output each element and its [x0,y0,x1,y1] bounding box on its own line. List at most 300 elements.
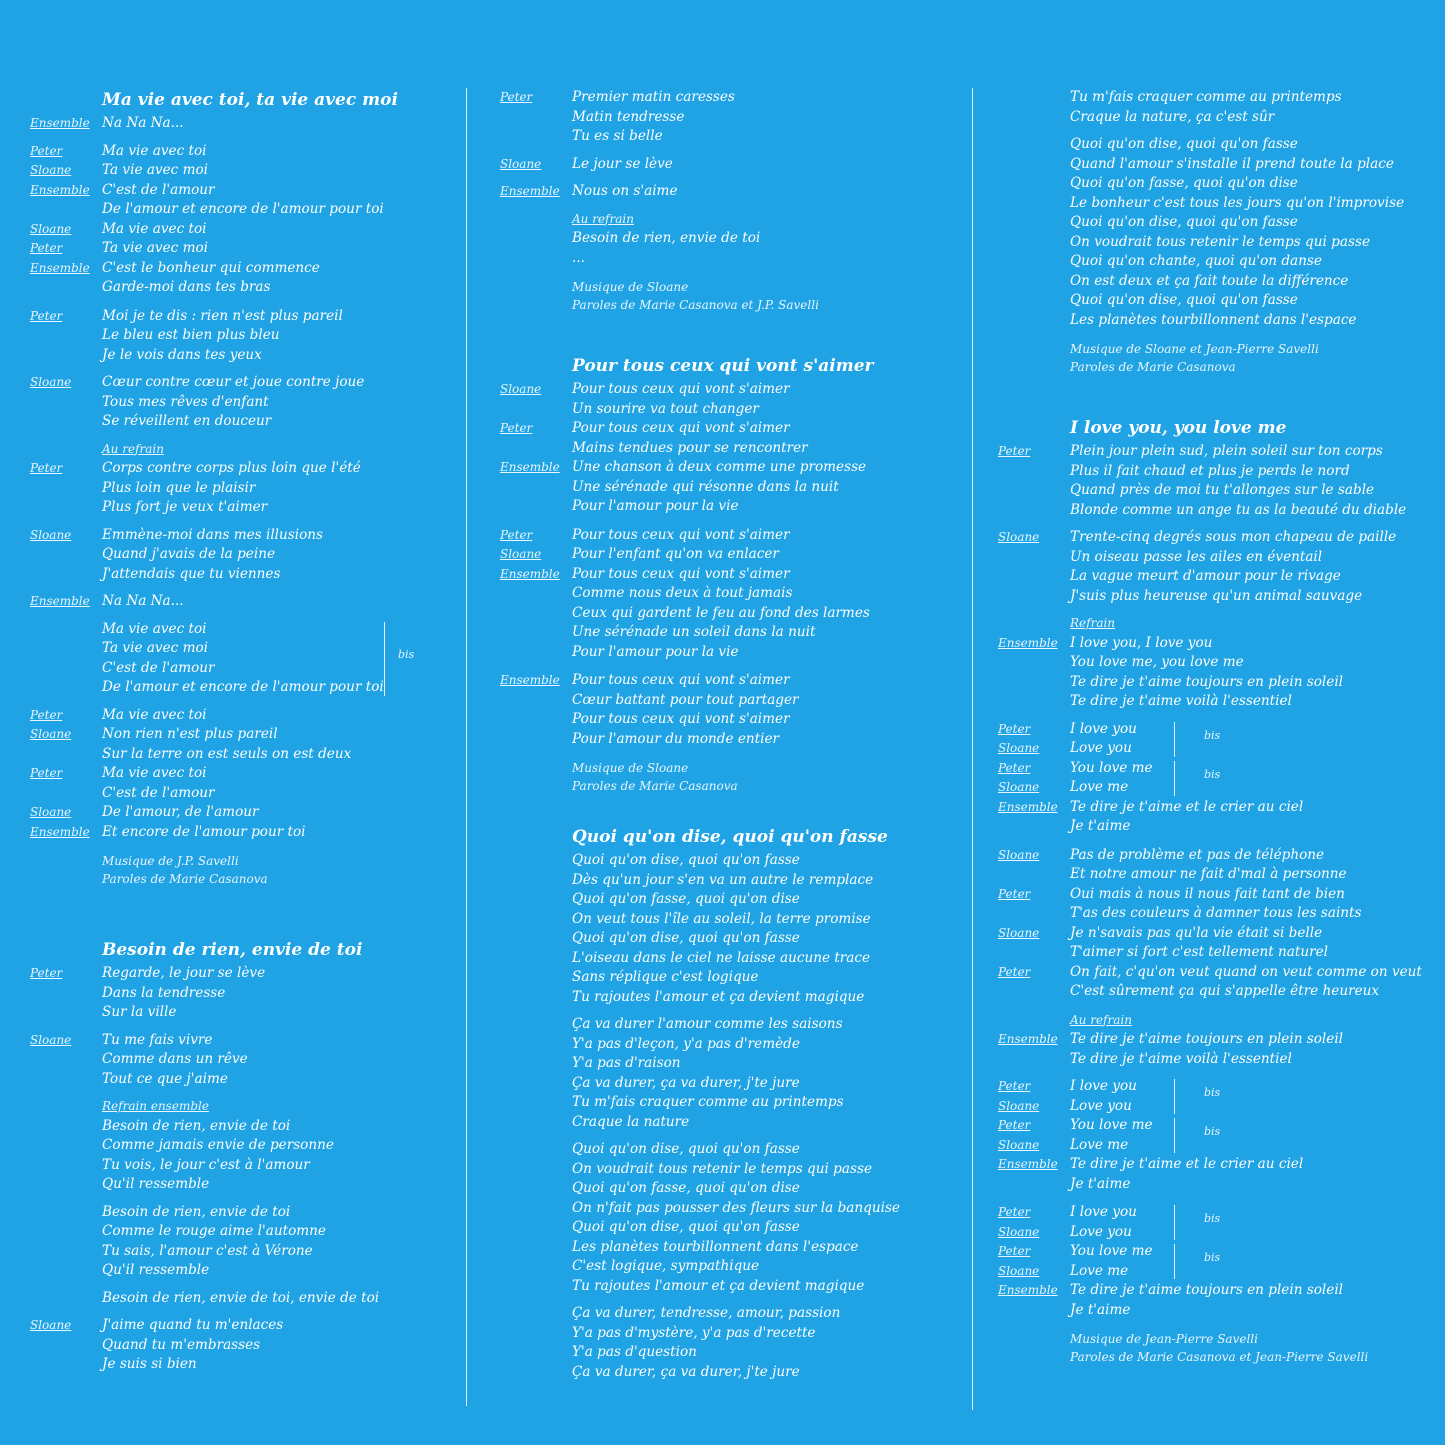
speaker-label: Sloane [998,1224,1040,1239]
verse-block [500,210,960,269]
credits [102,852,460,888]
speaker-label [30,745,102,765]
lyrics-credit: Paroles de Marie Casanova [572,779,738,793]
lyric-line: Ça va durer, ça va durer, j'te jure [572,1074,800,1091]
speaker-label: Ensemble [998,1283,1058,1297]
verse-block [500,1304,960,1382]
lyric-line: Le bonheur c'est tous les jours qu'on l'improvise [1070,194,1405,211]
speaker-label: Peter [30,766,63,780]
verse-lines [1070,135,1438,330]
speaker-label [998,135,1070,330]
song-title: Quoi qu'on dise, quoi qu'on fasse [572,827,888,847]
lyric-line: On est deux et ça fait toute la différence [1070,272,1349,289]
lyric-row [998,778,1438,798]
speaker-label [998,88,1070,127]
lyric-line: Tous mes rêves d'enfant [102,393,269,410]
lyric-row [30,706,460,726]
bis-marker: bis [1204,728,1221,742]
lyric-row [500,497,960,517]
speaker-label [30,278,102,298]
verse-lines [572,1015,960,1132]
lyric-line: Ta vie avec moi [102,162,209,178]
verse-block [998,1203,1438,1320]
lyric-line: Ça va durer l'amour comme les saisons [572,1016,843,1032]
lyric-row [30,200,460,220]
lyric-line: Moi je te dis : rien n'est plus pareil [102,307,343,324]
speaker-label [30,200,102,220]
credits [572,759,960,795]
lyric-line: Ça va durer, tendresse, amour, passion [572,1305,841,1321]
lyric-line: Pour l'amour pour la vie [572,643,739,660]
speaker-label [500,478,572,498]
lyric-line: Une chanson à deux comme une promesse [572,459,867,475]
lyric-row [30,764,460,784]
speaker-label [500,1015,572,1132]
lyric-line: Oui mais à nous il nous fait tant de bien [1070,885,1345,902]
lyric-row [998,798,1438,818]
lyric-row [998,982,1438,1002]
lyric-line: Et encore de l'amour pour toi [102,823,306,840]
refrain-label: Refrain ensemble [102,1099,209,1113]
speaker-label [500,623,572,643]
verse-block [500,155,960,175]
speaker-label: Peter [500,421,533,435]
lyric-line: On veut tous l'île au soleil, la terre promise [572,910,871,927]
lyric-line: Plus il fait chaud et plus je perds le nord [1070,462,1350,479]
verse-lines [572,182,960,202]
bis-brace [1174,1244,1175,1279]
lyric-line: Les planètes tourbillonnent dans l'espace [572,1238,859,1255]
lyric-line: Besoin de rien, envie de toi [102,1117,291,1134]
verse-lines [572,851,960,1007]
verse-block [998,442,1438,520]
speaker-label [500,1140,572,1296]
lyrics-credit: Paroles de Marie Casanova [102,872,268,886]
lyric-line: Ceux qui gardent le feu au fond des larmes [572,604,870,621]
song-section [500,354,960,795]
speaker-label [500,400,572,420]
bis-marker: bis [1204,767,1221,781]
lyric-line: Quoi qu'on dise, quoi qu'on fasse [572,1141,800,1157]
lyric-line: Love me [1070,1262,1129,1279]
lyric-line: Pour tous ceux qui vont s'aimer [572,711,790,727]
verse-block [500,182,960,202]
bis-marker: bis [398,647,415,661]
lyric-row [30,278,460,298]
lyric-row [998,885,1438,905]
verse-lines [102,1316,460,1375]
verse-lines [102,526,460,585]
speaker-label: Ensemble [500,184,560,198]
lyric-row [500,584,960,604]
lyric-line: J'suis plus heureuse qu'un animal sauvage [1070,587,1363,604]
music-credit: Musique de Jean-Pierre Savelli [1070,1332,1258,1346]
lyric-line: Pour tous ceux qui vont s'aimer [572,526,790,543]
speaker-label: Ensemble [500,673,560,687]
speaker-label: Peter [998,721,1031,736]
lyric-row [998,1175,1438,1195]
speaker-label: Sloane [30,1032,72,1047]
speaker-label: Peter [500,90,533,104]
lyric-line: Besoin de rien, envie de toi [572,230,761,246]
lyric-line: Je t'aime [1070,1301,1131,1318]
speaker-label [30,1203,102,1281]
speaker-label [30,620,102,698]
credits [572,278,960,314]
lyric-row [500,439,960,459]
lyric-line: Je suis si bien [102,1356,197,1372]
lyric-line: Blonde comme un ange tu as la beauté du diable [1070,501,1407,518]
verse-block [998,135,1438,330]
lyric-line: Comme nous deux à tout jamais [572,585,793,601]
lyric-line: Corps contre corps plus loin que l'été [102,460,361,476]
lyric-line: I love you, I love you [1070,634,1213,651]
verse-block [30,440,460,518]
lyric-line: Cœur battant pour tout partager [572,691,799,708]
verse-block [500,671,960,749]
lyric-row [500,458,960,478]
lyric-line: Ça va durer, ça va durer, j'te jure [572,1363,800,1380]
refrain-label: Refrain [1070,616,1116,630]
lyrics-column-3 [998,88,1438,1366]
lyric-row [998,1155,1438,1175]
lyric-line: Dès qu'un jour s'en va un autre le remplace [572,871,874,888]
lyric-line: Nous on s'aime [572,183,678,199]
credits [1070,340,1438,376]
lyric-row [998,943,1438,963]
lyric-line: C'est de l'amour [102,784,215,801]
lyric-row [500,419,960,439]
speaker-label: Ensemble [998,799,1058,814]
lyric-line: Le jour se lève [572,155,673,172]
verse-lines [1070,614,1438,712]
speaker-label: Sloane [500,547,542,561]
verse-block [998,614,1438,712]
verse-lines [572,671,960,749]
lyric-line: Pour tous ceux qui vont s'aimer [572,381,790,397]
verse-block [998,1011,1438,1070]
lyric-row [500,545,960,565]
verse-block [500,1140,960,1296]
lyric-row [30,259,460,279]
lyric-line: Je t'aime [1070,1175,1131,1192]
lyric-line: Pour tous ceux qui vont s'aimer [572,565,790,582]
lyric-row [30,823,460,843]
speaker-label: Ensemble [30,824,90,839]
lyric-line: You love me [1070,759,1153,776]
speaker-label: Sloane [998,1263,1040,1278]
lyric-line: C'est le bonheur qui commence [102,259,320,276]
lyric-line: Craque la nature [572,1113,690,1130]
speaker-label: Sloane [30,727,72,741]
lyric-line: Love you [1070,1097,1132,1114]
lyric-line: De l'amour et encore de l'amour pour toi [102,679,384,695]
verse-lines [102,964,460,1023]
speaker-label [998,1175,1070,1195]
lyric-row [30,745,460,765]
verse-lines [102,620,460,698]
lyric-line: C'est sûrement ça qui s'appelle être heureux [1070,983,1380,999]
lyric-line: Ma vie avec toi [102,142,207,159]
lyric-line: Quoi qu'on fasse, quoi qu'on dise [1070,175,1298,191]
lyric-line: Tout ce que j'aime [102,1070,228,1087]
lyric-line: You love me [1070,1117,1153,1133]
speaker-label [998,982,1070,1002]
lyric-line: Ta vie avec moi [102,240,209,256]
lyric-line: Pour l'enfant qu'on va enlacer [572,546,779,562]
lyric-row [998,1136,1438,1156]
lyric-line: Tu me fais vivre [102,1031,213,1048]
lyric-line: On voudrait tous retenir le temps qui passe [1070,233,1370,250]
lyric-row [500,380,960,400]
lyric-line: Craque la nature, ça c'est sûr [1070,108,1275,125]
lyric-line: Quoi qu'on dise, quoi qu'on fasse [572,930,800,946]
lyric-line: I love you [1070,1204,1137,1220]
speaker-label: Sloane [30,1318,72,1332]
verse-lines [572,1140,960,1296]
speaker-label [30,1289,102,1309]
speaker-label: Ensemble [500,566,560,581]
lyric-line: Love you [1070,1223,1132,1240]
verse-lines [102,440,460,518]
lyric-row [30,725,460,745]
lyric-row [998,817,1438,837]
lyric-line: Pour l'amour pour la vie [572,498,739,514]
lyric-line: Je n'savais pas qu'la vie était si belle [1070,924,1323,941]
speaker-label: Peter [30,241,63,255]
verse-lines [102,1097,460,1195]
lyric-line: Les planètes tourbillonnent dans l'espace [1070,311,1357,328]
speaker-label: Sloane [998,1098,1040,1113]
lyric-line: Une sérénade qui résonne dans la nuit [572,478,839,495]
verse-block [998,846,1438,1002]
verse-lines [572,210,960,269]
lyric-line: Plus fort je veux t'aimer [102,499,268,515]
bis-brace [1174,761,1175,796]
speaker-label: Peter [998,886,1031,901]
speaker-label: Peter [998,444,1031,458]
lyric-line: De l'amour, de l'amour [102,804,259,820]
music-credit: Musique de Sloane [572,280,689,294]
speaker-label: Ensemble [998,1032,1058,1046]
verse-block [500,1015,960,1132]
lyric-line: Te dire je t'aime et le crier au ciel [1070,1156,1304,1172]
speaker-label [500,643,572,663]
lyric-row [30,161,460,181]
lyric-line: Ma vie avec toi [102,765,207,781]
lyric-row [998,865,1438,885]
speaker-label: Sloane [30,221,72,236]
lyric-line: Quand tu m'embrasses [102,1336,261,1353]
lyric-line: Qu'il ressemble [102,1262,210,1278]
lyric-line: Quoi qu'on dise, quoi qu'on fasse [1070,214,1298,230]
verse-block [998,88,1438,127]
refrain-label: Au refrain [572,211,634,226]
verse-block [30,620,460,698]
lyric-line: Plus loin que le plaisir [102,479,256,496]
lyric-line: On fait, c'qu'on veut quand on veut comme on veut [1070,963,1422,980]
verse-block [30,1316,460,1375]
lyric-line: Sur la ville [102,1004,177,1020]
speaker-label [998,865,1070,885]
lyric-line: Un sourire va tout changer [572,400,759,417]
speaker-label: Peter [30,461,63,475]
lyric-line: Quand j'avais de la peine [102,546,276,562]
lyric-line: Tu rajoutes l'amour et ça devient magique [572,988,865,1005]
lyric-row [998,1301,1438,1321]
lyric-row [30,220,460,240]
music-credit: Musique de Sloane [572,761,689,775]
lyric-line: Une sérénade un soleil dans la nuit [572,624,816,640]
verse-lines [1070,442,1438,520]
lyric-line: Quoi qu'on dise, quoi qu'on fasse [1070,136,1298,152]
music-credit: Musique de Sloane et Jean-Pierre Savelli [1070,342,1319,356]
lyric-line: Y'a pas d'leçon, y'a pas d'remède [572,1035,800,1052]
lyric-line: Comme dans un rêve [102,1051,248,1067]
verse-block [30,592,460,612]
speaker-label: Peter [998,1205,1031,1219]
lyric-row [500,623,960,643]
lyric-line: Dans la tendresse [102,984,226,1001]
lyric-line: Sans réplique c'est logique [572,969,759,985]
lyric-line: Je t'aime [1070,818,1131,834]
verse-lines [102,1203,460,1281]
speaker-label: Sloane [500,382,542,396]
lyric-line: Na Na Na... [102,115,184,131]
bis-marker: bis [1204,1086,1221,1099]
verse-block [998,528,1438,606]
lyric-line: C'est de l'amour [102,181,215,198]
lyric-line: Quoi qu'on dise, quoi qu'on fasse [572,852,800,868]
speaker-label: Sloane [30,527,72,542]
lyric-line: Love you [1070,740,1132,756]
lyric-row [998,1281,1438,1301]
lyric-line: Quoi qu'on fasse, quoi qu'on dise [572,1180,800,1196]
verse-lines [1070,1011,1438,1070]
lyrics-credit: Paroles de Marie Casanova [1070,360,1236,374]
lyric-line: Quoi qu'on dise, quoi qu'on fasse [572,1219,800,1235]
speaker-label: Sloane [998,925,1040,940]
song-section [998,88,1438,376]
column-divider [466,88,467,1406]
verse-lines [102,1289,460,1309]
verse-lines [102,1031,460,1090]
verse-block [30,706,460,843]
speaker-label [500,851,572,1007]
speaker-label [30,784,102,804]
speaker-label [998,1301,1070,1321]
speaker-label: Ensemble [500,460,560,474]
lyric-line: Tu sais, l'amour c'est à Vérone [102,1242,313,1259]
lyric-line: Tu vois, le jour c'est à l'amour [102,1156,310,1173]
lyric-row [500,400,960,420]
bis-brace [1174,1118,1175,1153]
lyric-row [30,803,460,823]
song-section [500,88,960,314]
refrain-label: Au refrain [102,441,164,456]
speaker-label: Sloane [998,847,1040,862]
bis-marker: bis [1204,1125,1221,1138]
speaker-label: Ensemble [30,594,90,608]
speaker-label: Peter [30,966,63,980]
verse-lines [102,373,460,432]
lyric-row [998,924,1438,944]
refrain-label: Au refrain [1070,1012,1132,1027]
lyric-line: Y'a pas d'raison [572,1055,681,1071]
speaker-label: Ensemble [998,635,1058,650]
lyric-line: Quand l'amour s'installe il prend toute la place [1070,155,1394,172]
verse-block [998,720,1438,837]
lyric-line: Quoi qu'on chante, quoi qu'on danse [1070,253,1322,269]
lyric-row [500,643,960,663]
speaker-label [500,604,572,624]
lyric-line: Na Na Na... [102,593,184,609]
lyric-line: Pas de problème et pas de téléphone [1070,846,1325,863]
speaker-label: Sloane [30,163,72,177]
lyric-line: ... [572,249,585,266]
speaker-label: Peter [30,308,63,323]
lyric-line: Comme le rouge aime l'automne [102,1223,326,1239]
song-title: Pour tous ceux qui vont s'aimer [572,356,874,376]
lyric-line: Ma vie avec toi [102,220,207,237]
lyric-line: La vague meurt d'amour pour le rivage [1070,568,1341,584]
lyric-row [30,142,460,162]
lyric-line: Garde-moi dans tes bras [102,279,271,295]
lyric-line: Et notre amour ne fait d'mal à personne [1070,866,1347,882]
verse-block [30,1289,460,1309]
lyric-row [500,478,960,498]
speaker-label: Ensemble [998,1157,1058,1171]
lyric-line: Sur la terre on est seuls on est deux [102,745,352,762]
lyric-line: Premier matin caresses [572,89,735,105]
lyric-line: Un oiseau passe les ailes en éventail [1070,548,1323,565]
lyric-line: Te dire je t'aime toujours en plein soleil [1070,673,1344,690]
speaker-label: Ensemble [30,260,90,275]
credits [1070,1330,1438,1366]
speaker-label: Ensemble [30,116,90,130]
lyric-line: Te dire je t'aime toujours en plein soleil [1070,1031,1344,1047]
lyric-line: C'est de l'amour [102,659,215,676]
speaker-label: Sloane [998,1137,1040,1152]
lyric-row [30,181,460,201]
lyric-line: On voudrait tous retenir le temps qui passe [572,1160,872,1177]
lyric-line: You love me [1070,1243,1153,1259]
bis-brace [1174,722,1175,757]
verse-block [30,1203,460,1281]
verse-block [30,373,460,432]
verse-lines [572,88,960,147]
lyric-row [998,904,1438,924]
verse-block [500,88,960,147]
verse-block [500,526,960,663]
lyric-line: J'aime quand tu m'enlaces [102,1317,284,1333]
lyric-row [998,846,1438,866]
verse-block [30,1097,460,1195]
column-divider [972,88,973,1410]
verse-block [30,526,460,585]
speaker-label: Peter [998,760,1031,775]
verse-block [500,380,960,517]
verse-block [30,114,460,134]
lyric-line: Se réveillent en douceur [102,413,272,429]
speaker-label: Sloane [30,805,72,819]
speaker-label [500,439,572,459]
verse-block [30,964,460,1023]
verse-lines [102,307,460,366]
lyrics-credit: Paroles de Marie Casanova et J.P. Savelli [572,298,819,312]
lyric-line: T'aimer si fort c'est tellement naturel [1070,944,1328,960]
bis-marker: bis [1204,1251,1221,1264]
